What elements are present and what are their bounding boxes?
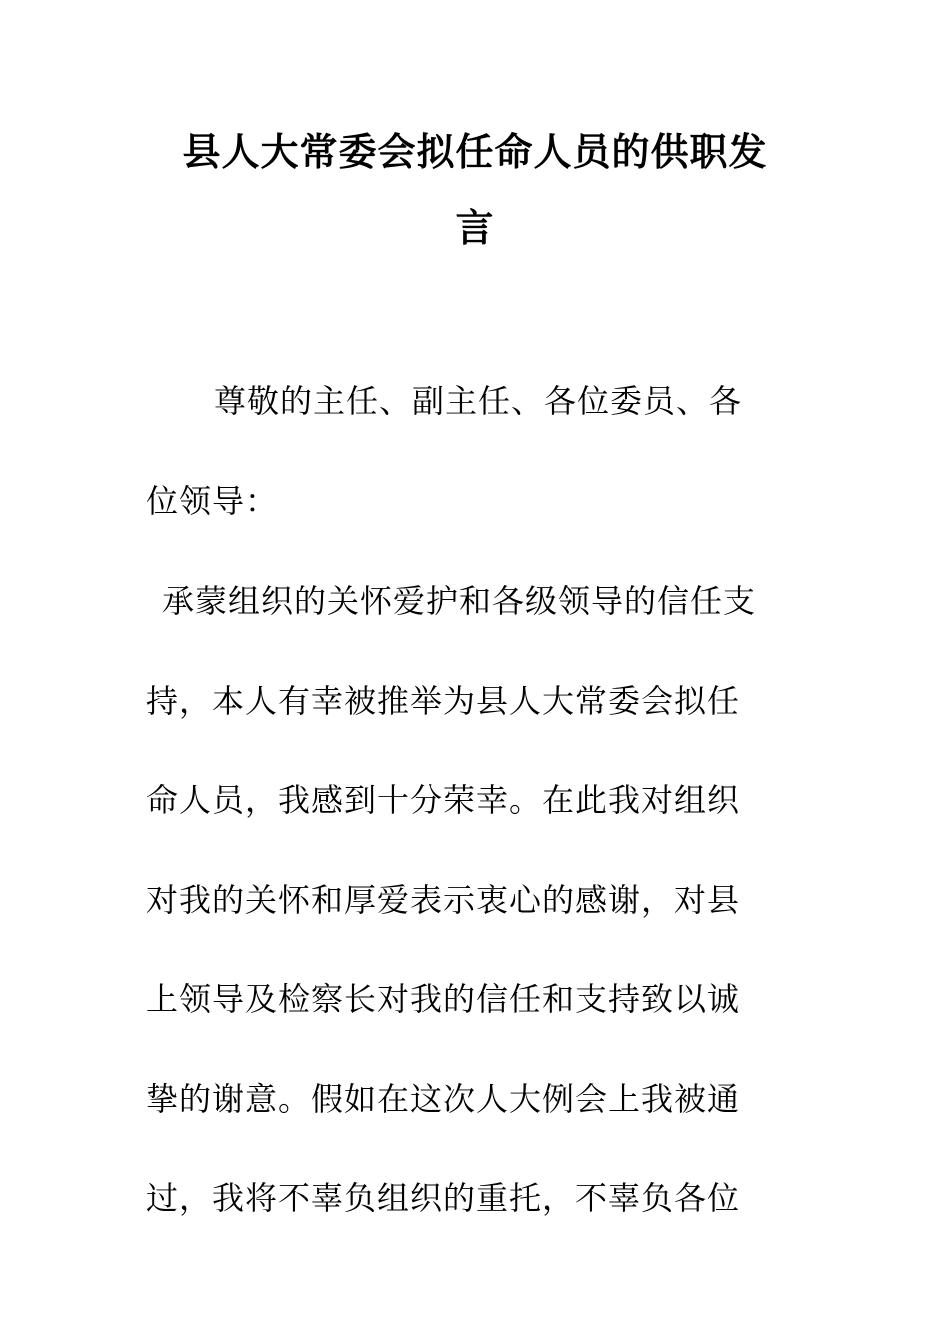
document-title-line: 县人大常委会拟任命人员的供职发 [182,130,768,174]
paragraph-line: 持，本人有幸被推举为县人大常委会拟任 [146,682,741,720]
paragraph-line: 上领导及检察长对我的信任和支持致以诚 [146,980,741,1018]
paragraph-line: 挚的谢意。假如在这次人大例会上我被通 [146,1080,741,1118]
salutation-line: 位领导： [146,482,279,520]
paragraph-line: 承蒙组织的关怀爱护和各级领导的信任支 [162,582,757,620]
salutation-line: 尊敬的主任、副主任、各位委员、各 [214,382,743,420]
paragraph-line: 对我的关怀和厚爱表示衷心的感谢，对县 [146,881,741,919]
paragraph-line: 命人员，我感到十分荣幸。在此我对组织 [146,781,741,819]
document-title-line: 言 [455,206,495,250]
paragraph-line: 过，我将不辜负组织的重托，不辜负各位 [146,1179,741,1217]
